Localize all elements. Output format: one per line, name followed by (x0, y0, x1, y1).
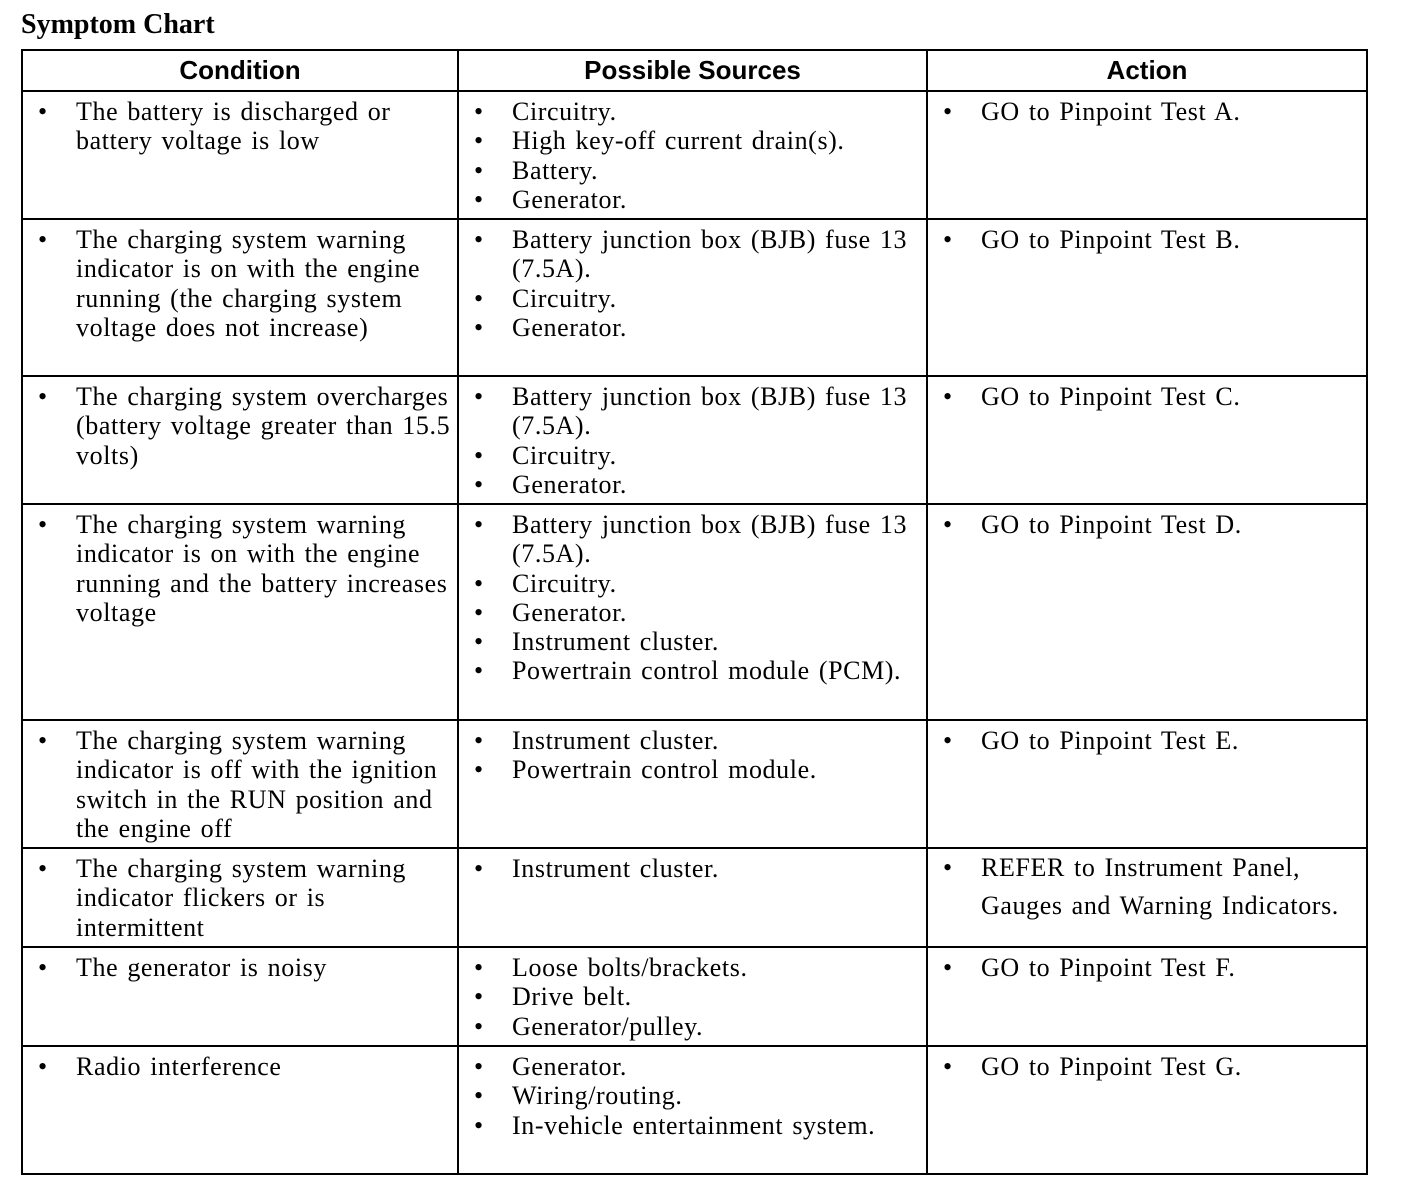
condition-list (23, 377, 457, 473)
cell-sources (458, 947, 927, 1046)
cell-action (927, 91, 1367, 219)
table-row (22, 219, 1367, 376)
header-condition: Condition (22, 50, 458, 91)
cell-action (927, 1046, 1367, 1174)
sources-list-item: • Instrument cluster. (459, 726, 926, 755)
sources-list (459, 505, 926, 689)
cell-sources (458, 848, 927, 947)
table-row (22, 1046, 1367, 1174)
cell-sources (458, 219, 927, 376)
condition-list-item: • The battery is discharged or battery voltage is low (23, 97, 457, 156)
condition-list-item: • The charging system warning indicator is on with the engine running (the charging system voltage does not increase) (23, 225, 457, 342)
sources-list-item: • Battery junction box (BJB) fuse 13 (7.5A). (459, 225, 926, 284)
sources-list (459, 1047, 926, 1143)
table-row (22, 720, 1367, 848)
sources-list-item: • Powertrain control module (PCM). (459, 656, 926, 685)
cell-action (927, 504, 1367, 720)
action-list (928, 220, 1366, 257)
action-list (928, 721, 1366, 758)
action-list-item: • GO to Pinpoint Test A. (928, 97, 1366, 126)
sources-list-item: • Generator. (459, 598, 926, 627)
cell-condition (22, 504, 458, 720)
table-header-row (22, 50, 1367, 91)
sources-list-item: • In-vehicle entertainment system. (459, 1111, 926, 1140)
action-list-item: • GO to Pinpoint Test C. (928, 382, 1366, 411)
action-list-item: • GO to Pinpoint Test B. (928, 225, 1366, 254)
cell-condition (22, 720, 458, 848)
cell-action (927, 848, 1367, 947)
table-row (22, 947, 1367, 1046)
cell-sources (458, 91, 927, 219)
action-list-item: • GO to Pinpoint Test G. (928, 1052, 1366, 1081)
cell-action (927, 947, 1367, 1046)
header-possible-sources: Possible Sources (458, 50, 927, 91)
cell-sources (458, 720, 927, 848)
sources-list-item: • Battery junction box (BJB) fuse 13 (7.5A). (459, 510, 926, 569)
condition-list-item: • The charging system warning indicator is on with the engine running and the battery increases voltage (23, 510, 457, 627)
sources-list-item: • Generator. (459, 1052, 926, 1081)
sources-list-item: • Generator. (459, 313, 926, 342)
cell-sources (458, 376, 927, 504)
table-row (22, 504, 1367, 720)
condition-list (23, 505, 457, 630)
sources-list-item: • Generator. (459, 470, 926, 499)
condition-list (23, 220, 457, 345)
sources-list (459, 721, 926, 788)
cell-condition (22, 91, 458, 219)
cell-condition (22, 848, 458, 947)
action-list (928, 948, 1366, 985)
sources-list-item: • High key-off current drain(s). (459, 126, 926, 155)
sources-list-item: • Circuitry. (459, 97, 926, 126)
sources-list-item: • Circuitry. (459, 284, 926, 313)
sources-list (459, 377, 926, 502)
cell-condition (22, 1046, 458, 1174)
table-body (22, 91, 1367, 1174)
cell-action (927, 219, 1367, 376)
cell-condition (22, 219, 458, 376)
sources-list-item: • Battery. (459, 156, 926, 185)
condition-list (23, 1047, 457, 1084)
condition-list (23, 849, 457, 945)
sources-list-item: • Generator. (459, 185, 926, 214)
sources-list (459, 948, 926, 1044)
table-row (22, 848, 1367, 947)
sources-list-item: • Wiring/routing. (459, 1081, 926, 1110)
table-row (22, 91, 1367, 219)
cell-sources (458, 504, 927, 720)
sources-list-item: • Circuitry. (459, 441, 926, 470)
condition-list-item: • The charging system warning indicator is off with the ignition switch in the RUN position and the engine off (23, 726, 457, 843)
action-list (928, 377, 1366, 414)
condition-list (23, 92, 457, 159)
condition-list-item: • Radio interference (23, 1052, 457, 1081)
action-list-item: • GO to Pinpoint Test D. (928, 510, 1366, 539)
action-list (928, 92, 1366, 129)
condition-list (23, 721, 457, 846)
symptom-chart-table (21, 49, 1368, 1175)
cell-sources (458, 1046, 927, 1174)
sources-list-item: • Circuitry. (459, 569, 926, 598)
action-list-item: • GO to Pinpoint Test E. (928, 726, 1366, 755)
action-list-item: • GO to Pinpoint Test F. (928, 953, 1366, 982)
cell-action (927, 720, 1367, 848)
action-list (928, 849, 1366, 928)
sources-list (459, 220, 926, 345)
sources-list-item: • Instrument cluster. (459, 627, 926, 656)
action-list (928, 1047, 1366, 1084)
sources-list (459, 849, 926, 886)
condition-list-item: • The generator is noisy (23, 953, 457, 982)
condition-list-item: • The charging system warning indicator flickers or is intermittent (23, 854, 457, 942)
cell-condition (22, 376, 458, 504)
table-row (22, 376, 1367, 504)
sources-list-item: • Powertrain control module. (459, 755, 926, 784)
sources-list-item: • Generator/pulley. (459, 1012, 926, 1041)
sources-list-item: • Loose bolts/brackets. (459, 953, 926, 982)
sources-list (459, 92, 926, 217)
header-action: Action (927, 50, 1367, 91)
cell-action (927, 376, 1367, 504)
sources-list-item: • Drive belt. (459, 982, 926, 1011)
condition-list (23, 948, 457, 985)
page-title: Symptom Chart (21, 9, 215, 40)
sources-list-item: • Battery junction box (BJB) fuse 13 (7.5A). (459, 382, 926, 441)
condition-list-item: • The charging system overcharges (battery voltage greater than 15.5 volts) (23, 382, 457, 470)
action-list-item: • REFER to Instrument Panel, Gauges and Warning Indicators. (928, 849, 1366, 925)
cell-condition (22, 947, 458, 1046)
action-list (928, 505, 1366, 542)
sources-list-item: • Instrument cluster. (459, 854, 926, 883)
